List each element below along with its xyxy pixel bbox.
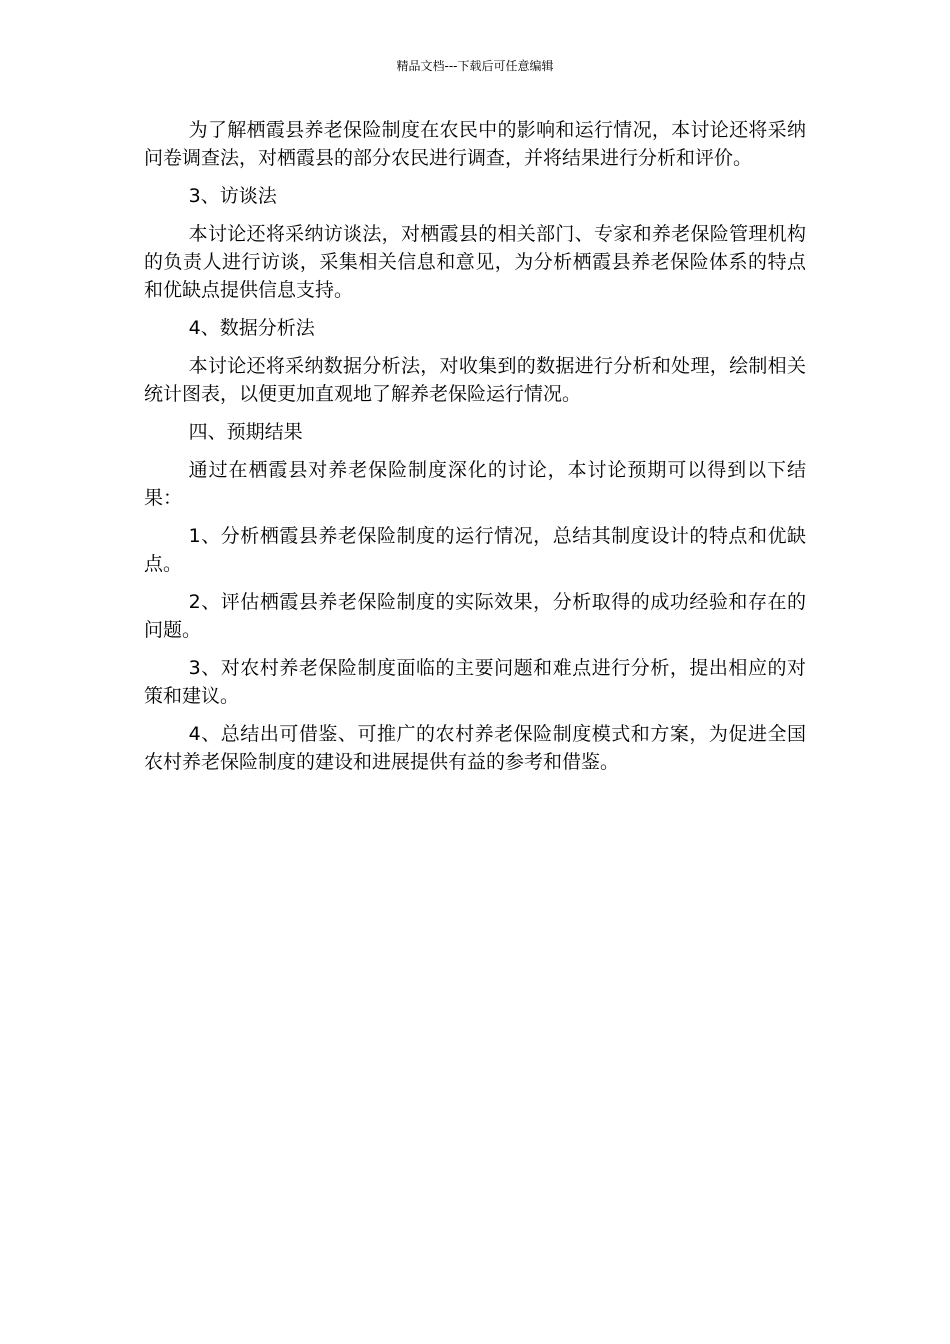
page-header: 精品文档---下载后可任意编辑 — [396, 59, 554, 73]
paragraph-survey-method: 为了解栖霞县养老保险制度在农民中的影响和运行情况，本讨论还将采纳问卷调查法，对栖霞县的部分农民进行调查，并将结果进行分析和评价。 — [144, 119, 806, 169]
heading-interview-method: 3、访谈法 — [188, 185, 277, 207]
document-body — [144, 116, 806, 786]
heading-data-analysis-method: 4、数据分析法 — [188, 317, 315, 339]
paragraph-expected-results-intro: 通过在栖霞县对养老保险制度深化的讨论，本讨论预期可以得到以下结果： — [144, 459, 806, 509]
paragraph-data-analysis-method: 本讨论还将采纳数据分析法，对收集到的数据进行分析和处理，绘制相关统计图表，以便更加直观地了解养老保险运行情况。 — [144, 355, 806, 405]
list-item-result-3: 3、对农村养老保险制度面临的主要问题和难点进行分析，提出相应的对策和建议。 — [144, 657, 806, 707]
heading-expected-results: 四、预期结果 — [188, 421, 303, 443]
paragraph-interview-method: 本讨论还将采纳访谈法，对栖霞县的相关部门、专家和养老保险管理机构的负责人进行访谈，采集相关信息和意见，为分析栖霞县养老保险体系的特点和优缺点提供信息支持。 — [144, 223, 806, 301]
list-item-result-4: 4、总结出可借鉴、可推广的农村养老保险制度模式和方案，为促进全国农村养老保险制度的建设和进展提供有益的参考和借鉴。 — [144, 723, 806, 773]
list-item-result-1: 1、分析栖霞县养老保险制度的运行情况，总结其制度设计的特点和优缺点。 — [144, 525, 806, 575]
list-item-result-2: 2、评估栖霞县养老保险制度的实际效果，分析取得的成功经验和存在的问题。 — [144, 591, 806, 641]
